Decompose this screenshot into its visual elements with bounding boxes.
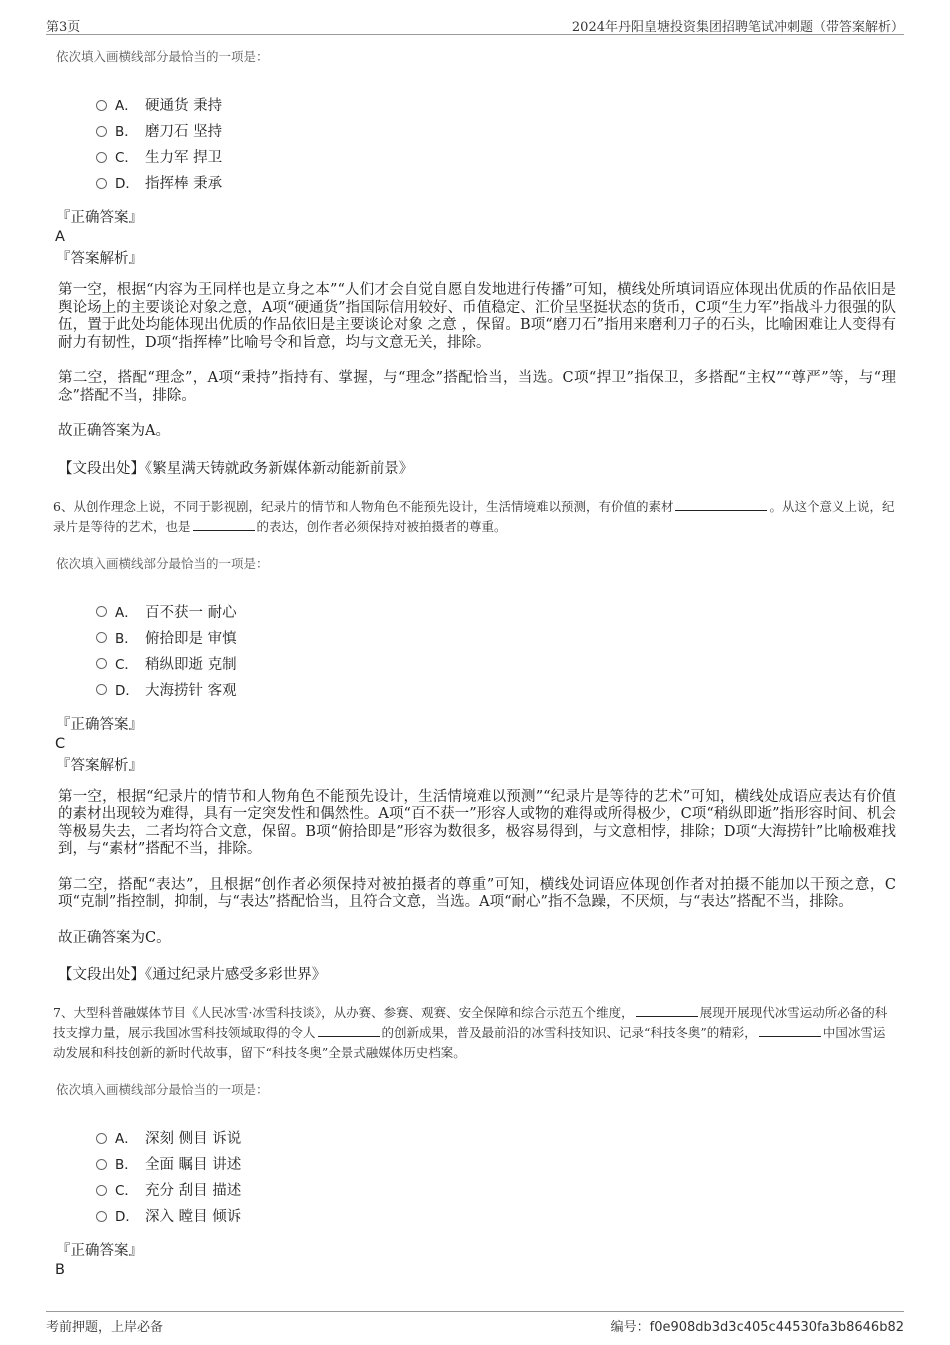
option-c[interactable]: C． 充分 刮目 描述 (96, 1178, 896, 1204)
document-id-label: 编号： (610, 1320, 650, 1335)
option-d[interactable]: D． 深入 瞠目 倾诉 (96, 1204, 896, 1230)
document-id (611, 1316, 904, 1335)
blank-line (318, 1023, 380, 1037)
radio-icon[interactable] (96, 100, 107, 111)
analysis-paragraph: 第二空，搭配“表达”，且根据“创作者必须保持对被拍摄者的尊重”可知，横线处词语应体现创作者对拍摄不能加以干预之意，C项“克制”指控制，抑制，与“表达”搭配恰当，且符合文意，当选。A项“耐心”指不急躁，不厌烦，与“表达”搭配不当，排除。 (58, 876, 896, 910)
source-citation: 【文段出处】《通过纪录片感受多彩世界》 (58, 967, 327, 983)
answer-label: 『正确答案』 (56, 1243, 143, 1259)
option-d[interactable]: D． 大海捞针 客观 (96, 678, 896, 704)
page-header (46, 14, 904, 35)
answer-label: 『正确答案』 (56, 716, 143, 733)
blank-line (759, 1023, 821, 1037)
radio-icon[interactable] (96, 658, 107, 669)
option-b[interactable]: B． 全面 瞩目 讲述 (96, 1152, 896, 1178)
question-instruction: 依次填入画横线部分最恰当的一项是： (56, 1082, 269, 1097)
analysis-label: 『答案解析』 (56, 757, 143, 774)
option-list (96, 1126, 896, 1230)
option-b[interactable]: B． 磨刀石 坚持 (96, 119, 896, 145)
page-footer (46, 1311, 904, 1335)
document-id-value: f0e908db3d3c405c44530fa3b8646b82 (649, 1320, 904, 1335)
radio-icon[interactable] (96, 178, 107, 189)
option-a[interactable]: A． 百不获一 耐心 (96, 600, 896, 626)
radio-icon[interactable] (96, 126, 107, 137)
radio-icon[interactable] (96, 606, 107, 617)
option-c[interactable]: C． 稍纵即逝 克制 (96, 652, 896, 678)
blank-line (193, 517, 255, 531)
answer-value: B (55, 1262, 65, 1278)
footer-slogan: 考前押题，上岸必备 (46, 1320, 164, 1335)
radio-icon[interactable] (96, 1133, 107, 1144)
answer-value: A (55, 229, 65, 245)
option-d[interactable]: D． 指挥棒 秉承 (96, 171, 896, 197)
analysis-conclusion: 故正确答案为C。 (58, 929, 171, 946)
document-title: 2024年丹阳皇塘投资集团招聘笔试冲刺题（带答案解析） (571, 20, 904, 35)
radio-icon[interactable] (96, 684, 107, 695)
question-instruction: 依次填入画横线部分最恰当的一项是： (56, 555, 269, 571)
analysis-conclusion: 故正确答案为A。 (58, 423, 170, 439)
answer-label: 『正确答案』 (56, 210, 143, 226)
option-a[interactable]: A． 深刻 侧目 诉说 (96, 1126, 896, 1152)
page-number: 第3页 (46, 20, 81, 35)
document-body (53, 48, 896, 1282)
radio-icon[interactable] (96, 1185, 107, 1196)
option-list (96, 600, 896, 704)
analysis-paragraph: 第二空，搭配“理念”，A项“秉持”指持有、掌握，与“理念”搭配恰当，当选。C项“捍卫”指保卫，多搭配“主权”“尊严”等，与“理念”搭配不当，排除。 (58, 370, 896, 404)
question-instruction: 依次填入画横线部分最恰当的一项是： (56, 49, 269, 64)
radio-icon[interactable] (96, 1159, 107, 1170)
option-a[interactable]: A． 硬通货 秉持 (96, 93, 896, 119)
answer-value: C (55, 735, 66, 752)
analysis-paragraph: 第一空，根据“内容为王同样也是立身之本”“人们才会自觉自愿自发地进行传播”可知，横线处所填词语应体现出优质的作品依旧是舆论场上的主要谈论对象之意，A项“硬通货”指国际信用较好、币值稳定、汇价呈坚挺状态的货币，C项“生力军”指战斗力很强的队伍，置于此处均能体现出优质的作品依旧是主要谈论对象 之意 ，保留。B项“磨刀石”指用来磨利刀子的石头，比喻困难让人变得有耐力有韧性，D项“指挥棒”比喻号令和旨意，均与文意无关，排除。 (58, 282, 896, 351)
option-b[interactable]: B． 俯拾即是 审慎 (96, 626, 896, 652)
option-c[interactable]: C． 生力军 捍卫 (96, 145, 896, 171)
question-6: 6、从创作理念上说，不同于影视剧，纪录片的情节和人物角色不能预先设计，生活情境难以预测，有价值的素材 。从这个意义上说，纪录片是等待的艺术，也是 的表达，创作者必须保持对被拍摄者的尊重。 (53, 498, 895, 534)
question-7: 7、大型科普融媒体节目《人民冰雪·冰雪科技谈》，从办赛、参赛、观赛、安全保障和综合示范五个维度， 展现开展现代冰雪运动所必备的科技支撑力量，展示我国冰雪科技领域取得的令人 的创新成果，普及最前沿的冰雪科技知识、记录“科技冬奥”的精彩， 中国冰雪运动发展和科技创新的新时代故事，留下“科技冬奥”全景式融媒体历史档案。 (53, 1005, 888, 1060)
radio-icon[interactable] (96, 1211, 107, 1222)
analysis-label: 『答案解析』 (56, 251, 143, 267)
blank-line (636, 1003, 698, 1017)
option-list (96, 93, 896, 197)
radio-icon[interactable] (96, 632, 107, 643)
blank-line (675, 497, 767, 511)
source-citation: 【文段出处】《繁星满天铸就政务新媒体新动能新前景》 (58, 460, 414, 477)
radio-icon[interactable] (96, 152, 107, 163)
analysis-paragraph: 第一空，根据“纪录片的情节和人物角色不能预先设计，生活情境难以预测”“纪录片是等待的艺术”可知，横线处成语应表达有价值的素材出现较为难得，具有一定突发性和偶然性。A项“百不获一”形容人或物的难得或所得极少，C项“稍纵即逝”指形容时间、机会等极易失去，二者均符合文意，保留。B项“俯拾即是”形容为数很多，极容易得到，与文意相悖，排除；D项“大海捞针”比喻极难找到，与“素材”搭配不当，排除。 (58, 788, 896, 857)
